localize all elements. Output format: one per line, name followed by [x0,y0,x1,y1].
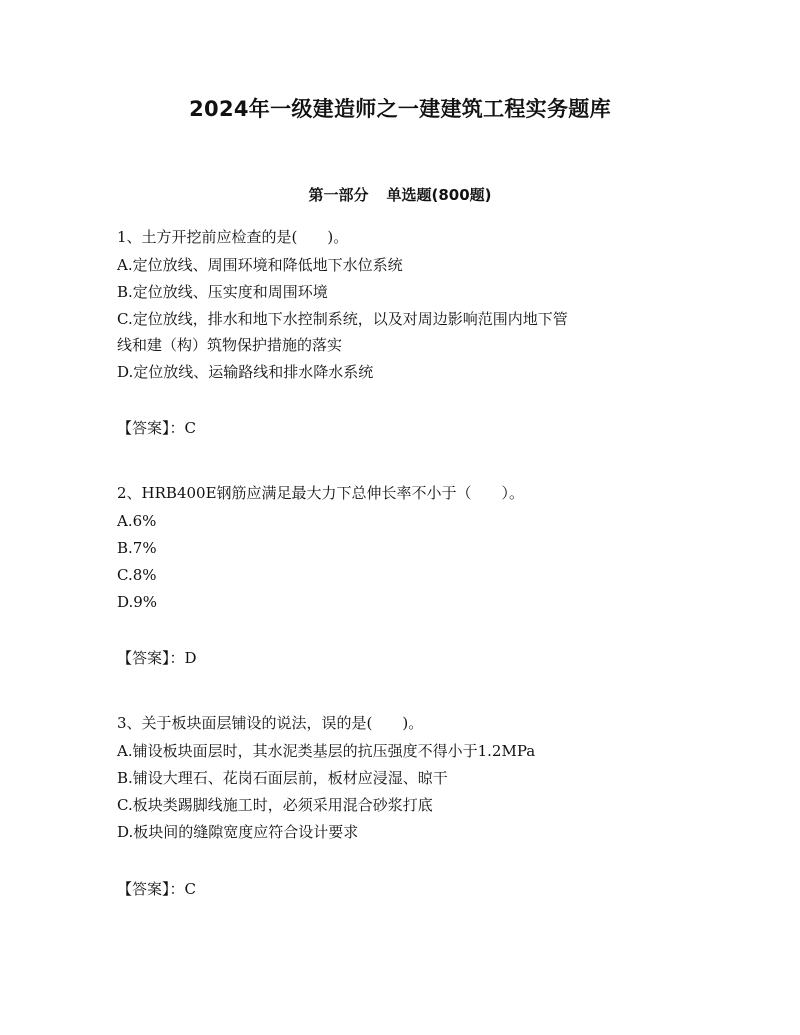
document-title: 2024年一级建造师之一建建筑工程实务题库 [189,97,611,121]
question-1-option-a: A.定位放线、周围环境和降低地下水位系统 [117,256,403,274]
question-1-stem: 1、土方开挖前应检查的是( )。 [117,228,349,246]
question-2-option-b: B.7% [117,539,157,557]
question-3-option-c: C.板块类踢脚线施工时，必须采用混合砂浆打底 [117,796,433,814]
question-2-option-d: D.9% [117,593,158,611]
question-2-answer: 【答案】：D [117,649,197,667]
question-2-stem: 2、HRB400E钢筋应满足最大力下总伸长率不小于（ ）。 [117,484,525,502]
question-3-answer: 【答案】：C [117,880,196,898]
section-name: 第一部分 [308,186,369,204]
question-2-option-a: A.6% [117,512,157,530]
question-3-stem: 3、关于板块面层铺设的说法，误的是( )。 [117,714,424,732]
section-heading [0,183,800,207]
question-3-option-b: B.铺设大理石、花岗石面层前，板材应浸湿、晾干 [117,769,448,787]
question-3-option-a: A.铺设板块面层时，其水泥类基层的抗压强度不得小于1.2MPa [117,742,536,760]
question-2-option-c: C.8% [117,566,157,584]
section-subtitle: 单选题(800题) [386,186,492,204]
question-1-option-c: C.定位放线，排水和地下水控制系统，以及对周边影响范围内地下管 [117,310,568,328]
question-3-option-d: D.板块间的缝隙宽度应符合设计要求 [117,823,359,841]
question-1-option-d: D.定位放线、运输路线和排水降水系统 [117,363,374,381]
question-1-answer: 【答案】：C [117,419,196,437]
question-1-option-c-continued: 线和建（构）筑物保护措施的落实 [117,336,343,354]
question-1-option-b: B.定位放线、压实度和周围环境 [117,283,328,301]
